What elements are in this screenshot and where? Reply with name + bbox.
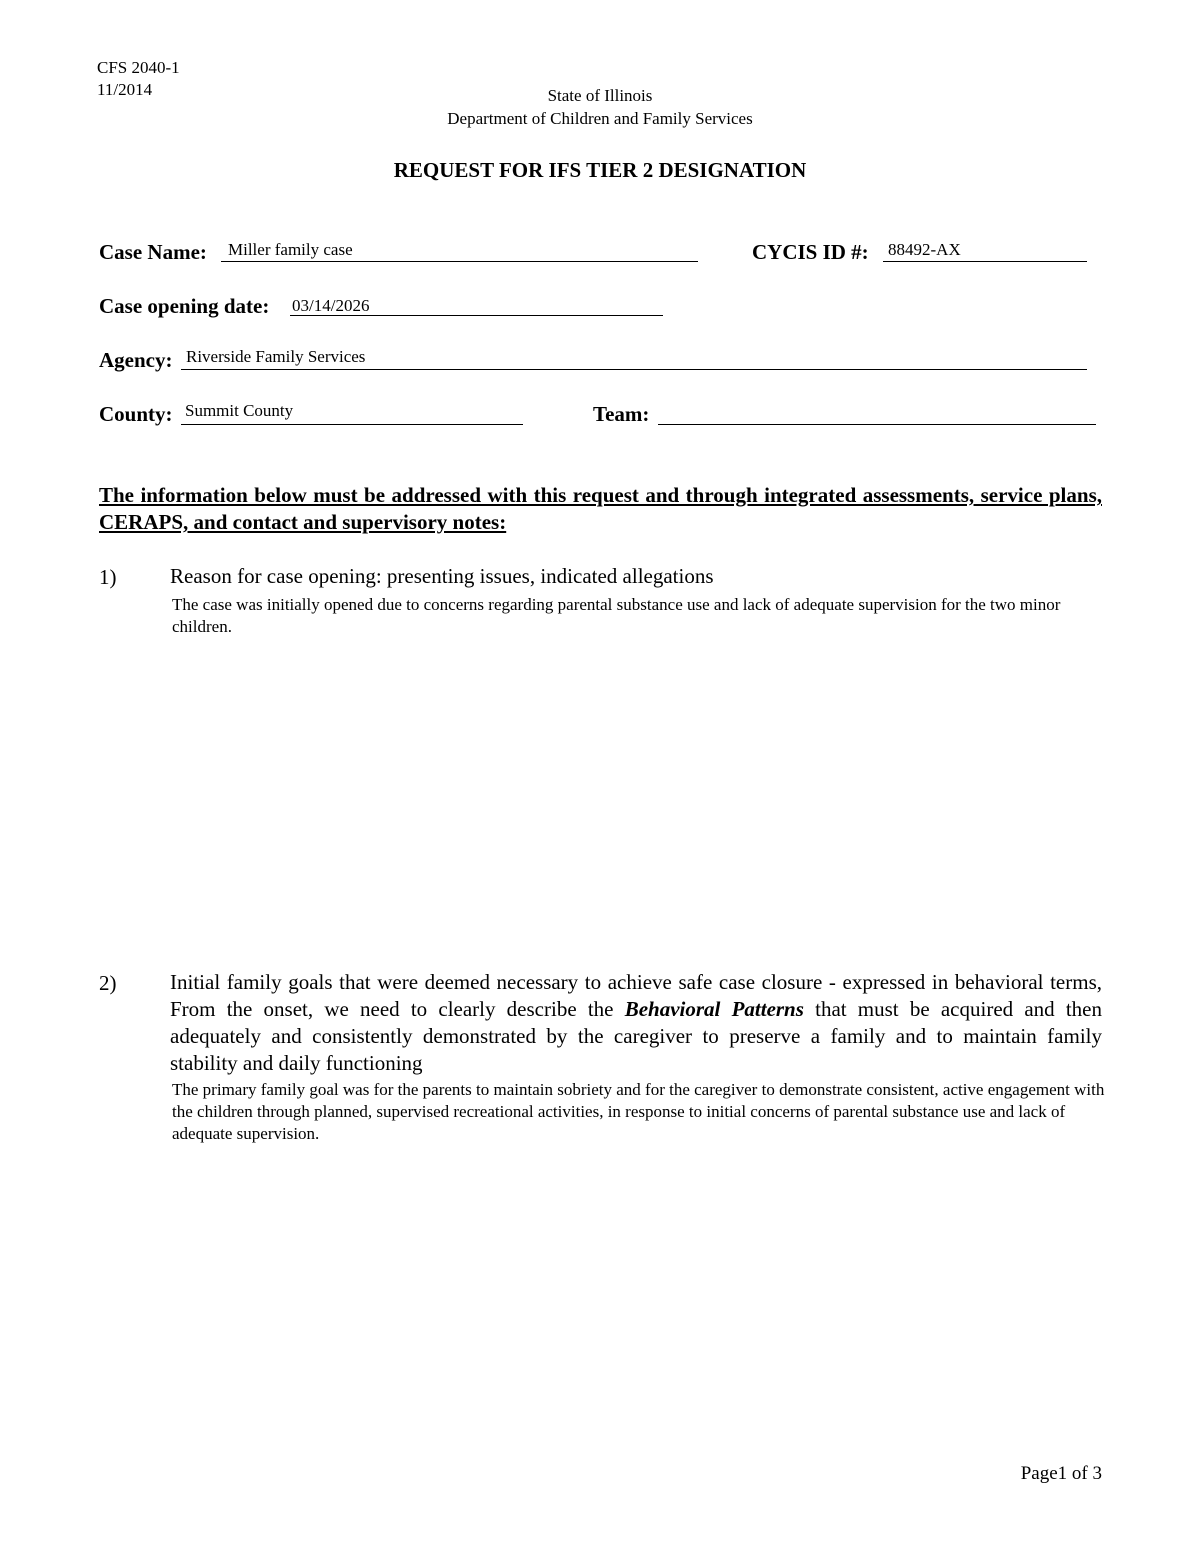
item-1-number: 1) (99, 565, 117, 589)
item-1-question: Reason for case opening: presenting issues, indicated allegations (170, 564, 714, 588)
item-2-question (170, 969, 1102, 1077)
case-name-line (221, 261, 698, 262)
agency-field[interactable]: Riverside Family Services (186, 347, 366, 366)
county-line (181, 424, 523, 425)
instructions-text: The information below must be addressed with this request and through integrated assessments, service plans, CERAPS, and contact and supervisory notes: (99, 483, 1102, 534)
county-field[interactable]: Summit County (185, 401, 294, 420)
cycis-id-label: CYCIS ID #: (752, 240, 869, 264)
department-name: Department of Children and Family Services (447, 109, 753, 128)
state-name: State of Illinois (547, 86, 653, 105)
form-revision: 11/2014 (97, 80, 153, 99)
case-name-label: Case Name: (99, 240, 207, 264)
team-line (658, 424, 1096, 425)
item-2-number: 2) (99, 971, 117, 995)
item-2-answer[interactable]: The primary family goal was for the parents to maintain sobriety and for the caregiver to demonstrate consistent, active engagement with the children through planned, supervised recreational activities, in response to initial concerns of parental substance use and lack of adequate supervision. (172, 1080, 1105, 1143)
item-2-question-emphasis: Behavioral Patterns (624, 997, 804, 1021)
team-label: Team: (593, 402, 650, 426)
agency-line (181, 369, 1087, 370)
cycis-id-field[interactable]: 88492-AX (888, 240, 961, 259)
case-opening-date-field[interactable]: 03/14/2026 (292, 296, 370, 315)
case-name-field[interactable]: Miller family case (228, 240, 353, 259)
page-number: Page1 of 3 (1020, 1463, 1102, 1484)
cycis-id-line (883, 261, 1087, 262)
item-1-answer[interactable]: The case was initially opened due to concerns regarding parental substance use and lack of adequate supervision for the two minor children. (172, 595, 1061, 636)
case-opening-date-label: Case opening date: (99, 294, 270, 318)
form-title: REQUEST FOR IFS TIER 2 DESIGNATION (393, 158, 807, 182)
item-2-question-start: Initial family goals that were deemed necessary to achieve safe case closure - expressed in behavioral terms, From the onset, we need to clearly describe the (170, 970, 1102, 1021)
county-label: County: (99, 402, 173, 426)
form-code: CFS 2040-1 (97, 58, 180, 77)
item-2-question-end: that must be acquired and then adequately and consistently demonstrated by the caregiver to preserve a family and to maintain family stability and daily functioning (170, 997, 1103, 1075)
agency-label: Agency: (99, 348, 173, 372)
